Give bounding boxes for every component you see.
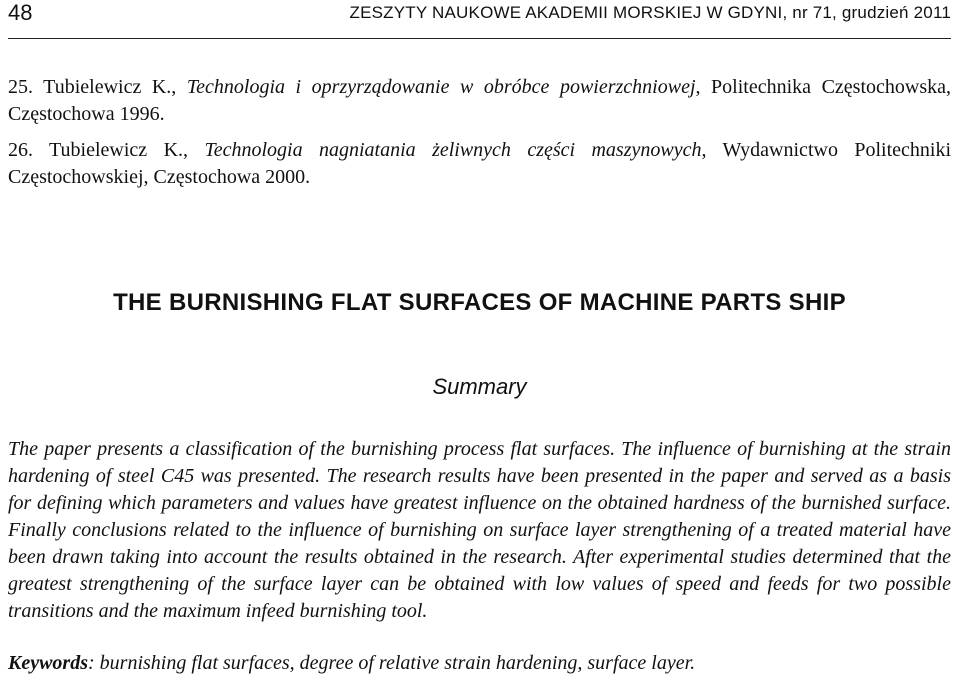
reference-author: 26. Tubielewicz K., [8, 139, 189, 161]
journal-title: ZESZYTY NAUKOWE AKADEMII MORSKIEJ W GDYNI, nr 71, grudzień 2011 [349, 3, 951, 22]
keywords-label: Keywords [8, 652, 88, 674]
reference-title: Technologia nagniatania żeliwnych części maszynowych [204, 139, 702, 161]
keywords-line [8, 650, 951, 677]
reference-item [8, 74, 951, 128]
paper-title: THE BURNISHING FLAT SURFACES OF MACHINE PARTS SHIP [113, 289, 846, 316]
reference-list [8, 74, 951, 200]
reference-author: 25. Tubielewicz K., [8, 76, 177, 98]
summary-heading: Summary [432, 374, 527, 399]
reference-publisher: , Wydawnictwo Politechniki Częstochowskiej, Częstochowa 2000. [8, 139, 951, 188]
keywords-text: : burnishing flat surfaces, degree of relative strain hardening, surface layer. [88, 652, 696, 674]
abstract-text: The paper presents a classification of the burnishing process flat surfaces. The influence of burnishing at the strain hardening of steel C45 was presented. The research results have been presented in the paper and served as a basis for defining which parameters and values have greatest influence on the obtained hardness of the burnished surface. Finally conclusions related to the influence of burnishing on surface layer strengthening of a treated material have been drawn taking into account the results obtained in the research. After experimental studies determined that the greatest strengthening of the surface layer can be obtained with low values of speed and feeds for two possible transitions and the maximum infeed burnishing tool. [8, 438, 951, 622]
running-header [8, 0, 951, 39]
reference-title: Technologia i oprzyrządowanie w obróbce powierzchniowej [186, 76, 696, 98]
reference-publisher: , Politechnika Częstochowska, Częstochowa 1996. [8, 76, 952, 125]
reference-item [8, 137, 951, 191]
page-number: 48 [8, 0, 33, 25]
